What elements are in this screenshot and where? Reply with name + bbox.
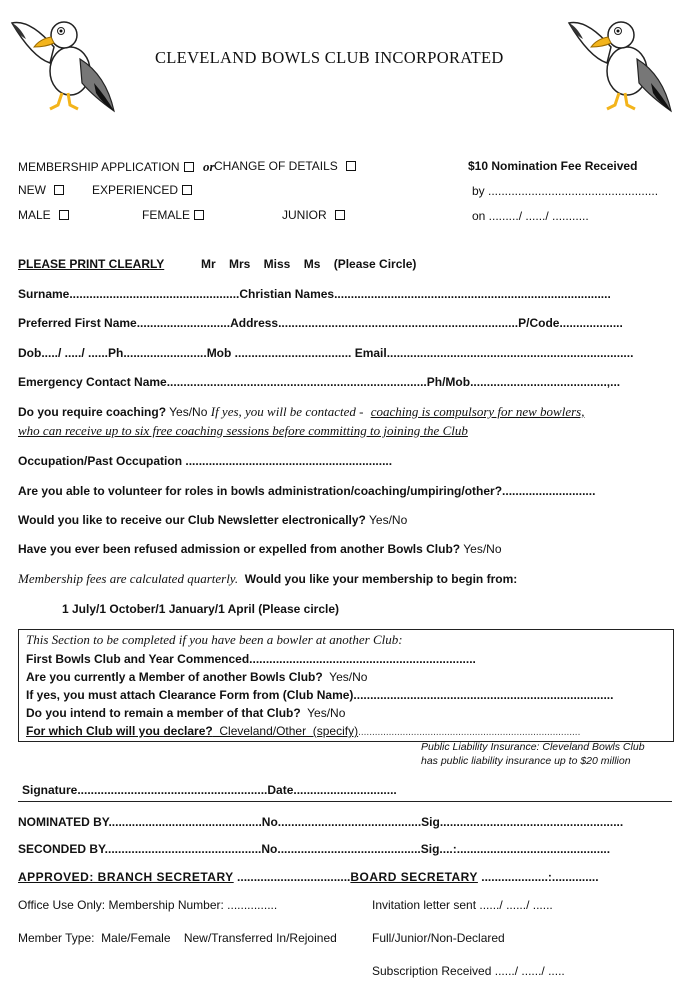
- nomination-fee-label: $10 Nomination Fee Received: [468, 159, 638, 173]
- experienced-label: EXPERIENCED: [92, 183, 179, 197]
- seconded-by-field[interactable]: SECONDED BY...............................................No...........................................Sig....:..............................................: [18, 842, 611, 856]
- declare-club-options[interactable]: Cleveland/Other (specify): [212, 724, 359, 738]
- preferred-name-address-field[interactable]: Preferred First Name............................Address........................................................................P/Code...................: [18, 316, 623, 330]
- membership-category-options[interactable]: Full/Junior/Non-Declared: [372, 931, 505, 945]
- or-label: or: [202, 159, 215, 174]
- branch-secretary-field[interactable]: ..................................: [233, 870, 351, 884]
- declare-club-label: For which Club will you declare?: [26, 724, 213, 738]
- change-of-details-option[interactable]: [214, 159, 356, 173]
- coaching-question: [18, 404, 584, 420]
- declare-club-question: [26, 724, 580, 738]
- newsletter-yes-no[interactable]: Yes/No: [365, 513, 408, 527]
- female-option[interactable]: [142, 208, 204, 222]
- please-print-clearly-label: PLEASE PRINT CLEARLY: [18, 257, 165, 271]
- newsletter-question: [18, 513, 407, 527]
- refused-yes-no[interactable]: Yes/No: [460, 542, 502, 556]
- current-member-question: [26, 670, 367, 684]
- change-of-details-checkbox[interactable]: [346, 161, 356, 171]
- current-member-label: Are you currently a Member of another Bowls Club?: [26, 670, 323, 684]
- membership-fees-line: [18, 570, 517, 588]
- board-secretary-label: BOARD SECRETARY: [350, 870, 478, 884]
- section-divider: [18, 801, 672, 802]
- junior-label: JUNIOR: [282, 208, 327, 222]
- other-club-heading: This Section to be completed if you have been a bowler at another Club:: [26, 632, 403, 647]
- seagull-right-illustration: [567, 5, 677, 115]
- surname-christian-names-field[interactable]: Surname...................................................Christian Names...................................................................................: [18, 287, 611, 301]
- received-by-field[interactable]: by ...................................................: [472, 184, 659, 198]
- experienced-option[interactable]: [92, 183, 192, 197]
- volunteer-question[interactable]: Are you able to volunteer for roles in bowls administration/coaching/umpiring/other?............................: [18, 484, 596, 498]
- coaching-compulsory-note: coaching is compulsory for new bowlers,: [370, 404, 585, 419]
- nominated-by-field[interactable]: NOMINATED BY..............................................No...........................................Sig.......................................................: [18, 815, 624, 829]
- dob-phone-email-field[interactable]: Dob...../ ...../ ......Ph.........................Mob ................................... Email..........................................................................: [18, 346, 634, 360]
- signature-date-field[interactable]: Signature.........................................................Date...............................: [22, 783, 397, 797]
- member-type-options[interactable]: Member Type: Male/Female New/Transferred In/Rejoined: [18, 931, 337, 945]
- first-bowls-club-field[interactable]: First Bowls Club and Year Commenced....................................................................: [26, 652, 476, 666]
- received-on-date-field[interactable]: on ........./ ....../ ...........: [472, 209, 589, 223]
- new-option[interactable]: [18, 183, 64, 197]
- junior-option[interactable]: [282, 208, 345, 222]
- board-secretary-field[interactable]: ....................:..............: [477, 870, 599, 884]
- newsletter-question-label: Would you like to receive our Club Newsletter electronically?: [18, 513, 366, 527]
- membership-begin-question: Would you like your membership to begin from:: [238, 572, 518, 586]
- clearance-form-field[interactable]: If yes, you must attach Clearance Form from (Club Name)..............................................................................: [26, 688, 614, 702]
- insurance-note-line2: has public liability insurance up to $20 million: [421, 755, 631, 767]
- new-label: NEW: [18, 183, 46, 197]
- approved-line: [18, 870, 599, 884]
- refused-question-label: Have you ever been refused admission or expelled from another Bowls Club?: [18, 542, 461, 556]
- page-title: CLEVELAND BOWLS CLUB INCORPORATED: [155, 48, 504, 67]
- female-checkbox[interactable]: [194, 210, 204, 220]
- male-option[interactable]: [18, 208, 69, 222]
- coaching-question-label: Do you require coaching?: [18, 405, 167, 419]
- insurance-note-line1: Public Liability Insurance: Cleveland Bowls Club: [421, 741, 645, 753]
- membership-application-checkbox[interactable]: [184, 162, 194, 172]
- declare-club-dots[interactable]: ................................................................................: [358, 727, 581, 738]
- junior-checkbox[interactable]: [335, 210, 345, 220]
- experienced-checkbox[interactable]: [182, 185, 192, 195]
- emergency-contact-field[interactable]: Emergency Contact Name..............................................................................Ph/Mob.........................................,...: [18, 375, 621, 389]
- office-membership-number-field[interactable]: Office Use Only: Membership Number: ...............: [18, 898, 278, 912]
- membership-application-label: MEMBERSHIP APPLICATION: [18, 160, 180, 174]
- seagull-left-illustration: [10, 5, 120, 115]
- coaching-yes-no[interactable]: Yes/No: [166, 405, 211, 419]
- membership-application-option[interactable]: [18, 159, 215, 175]
- title-options[interactable]: Mr Mrs Miss Ms (Please Circle): [201, 257, 417, 271]
- male-label: MALE: [18, 208, 51, 222]
- new-checkbox[interactable]: [54, 185, 64, 195]
- occupation-field[interactable]: Occupation/Past Occupation ..............................................................: [18, 454, 393, 468]
- male-checkbox[interactable]: [59, 210, 69, 220]
- current-member-yes-no[interactable]: Yes/No: [322, 670, 368, 684]
- remain-member-question: [26, 706, 345, 720]
- subscription-received-field[interactable]: Subscription Received ....../ ....../ .....: [372, 964, 565, 978]
- female-label: FEMALE: [142, 208, 191, 222]
- change-of-details-label: CHANGE OF DETAILS: [214, 159, 338, 173]
- refused-question: [18, 542, 502, 556]
- membership-fees-note: Membership fees are calculated quarterly.: [18, 571, 239, 586]
- approved-branch-secretary-label: APPROVED: BRANCH SECRETARY: [18, 870, 234, 884]
- remain-member-yes-no[interactable]: Yes/No: [300, 706, 346, 720]
- invitation-letter-field[interactable]: Invitation letter sent ....../ ....../ ......: [372, 898, 553, 912]
- coaching-if-yes-note: If yes, you will be contacted -: [210, 404, 367, 419]
- remain-member-label: Do you intend to remain a member of that Club?: [26, 706, 301, 720]
- coaching-sessions-note: who can receive up to six free coaching sessions before committing to joining the Club: [18, 423, 468, 438]
- membership-start-options[interactable]: 1 July/1 October/1 January/1 April (Please circle): [62, 602, 340, 616]
